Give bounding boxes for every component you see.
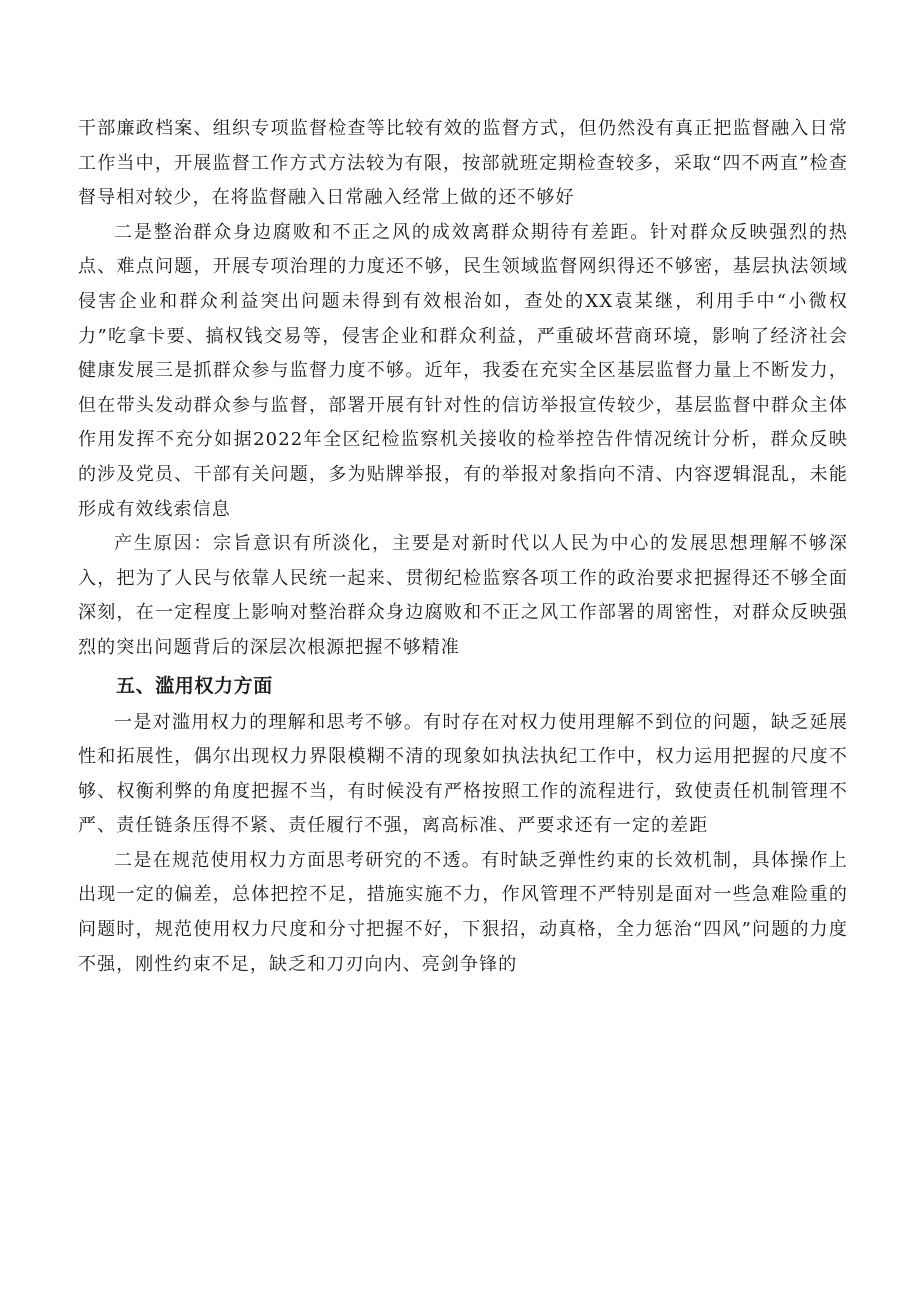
paragraph-causes: 产生原因：宗旨意识有所淡化，主要是对新时代以人民为中心的发展思想理解不够深入，把为了人民与依靠人民统一起来、贯彻纪检监察各项工作的政治要求把握得还不够全面深刻，在一定程度上影响对整治群众身边腐败和不正之风工作部署的周密性，对群众反映强烈的突出问题背后的深层次根源把握不够精准 [78, 533, 848, 658]
paragraph-supervision-methods: 干部廉政档案、组织专项监督检查等比较有效的监督方式，但仍然没有真正把监督融入日常工作当中，开展监督工作方式方法较为有限，按部就班定期检查较多，采取“四不两直”检查督导相对较少，在将监督融入日常融入经常上做的还不够好 [78, 118, 848, 209]
paragraph-understanding-power: 一是对滥用权力的理解和思考不够。有时存在对权力使用理解不到位的问题，缺乏延展性和拓展性，偶尔出现权力界限模糊不清的现象如执法执纪工作中，权力运用把握的尺度不够、权衡利弊的角度把握不当，有时候没有严格按照工作的流程进行，致使责任机制管理不严、责任链条压得不紧、责任履行不强，离高标准、严要求还有一定的差距 [78, 711, 848, 837]
paragraph-grassroots-corruption: 二是整治群众身边腐败和不正之风的成效离群众期待有差距。针对群众反映强烈的热点、难点问题，开展专项治理的力度还不够，民生领域监督网织得还不够密，基层执法领域侵害企业和群众利益突出问题未得到有效根治如，查处的XX袁某继，利用手中“小微权力”吃拿卡要、搞权钱交易等，侵害企业和群众利益，严重破坏营商环境，影响了经济社会健康发展三是抓群众参与监督力度不够。近年，我委在充实全区基层监督力量上不断发力，但在带头发动群众参与监督，部署开展有针对性的信访举报宣传较少，基层监督中群众主体作用发挥不充分如据2022年全区纪检监察机关接收的检举控告件情况统计分析，群众反映的涉及党员、干部有关问题，多为贴牌举报，有的举报对象指向不清、内容逻辑混乱，未能形成有效线索信息 [78, 221, 848, 520]
section-heading-abuse-of-power: 五、滥用权力方面 [116, 674, 273, 697]
document-body [78, 112, 848, 982]
paragraph-regulating-power: 二是在规范使用权力方面思考研究的不透。有时缺乏弹性约束的长效机制，具体操作上出现一定的偏差，总体把控不足，措施实施不力，作风管理不严特别是面对一些急难险重的问题时，规范使用权力尺度和分寸把握不好，下狠招，动真格，全力惩治“四风”问题的力度不强，刚性约束不足，缺乏和刀刃向内、亮剑争锋的 [78, 849, 848, 975]
